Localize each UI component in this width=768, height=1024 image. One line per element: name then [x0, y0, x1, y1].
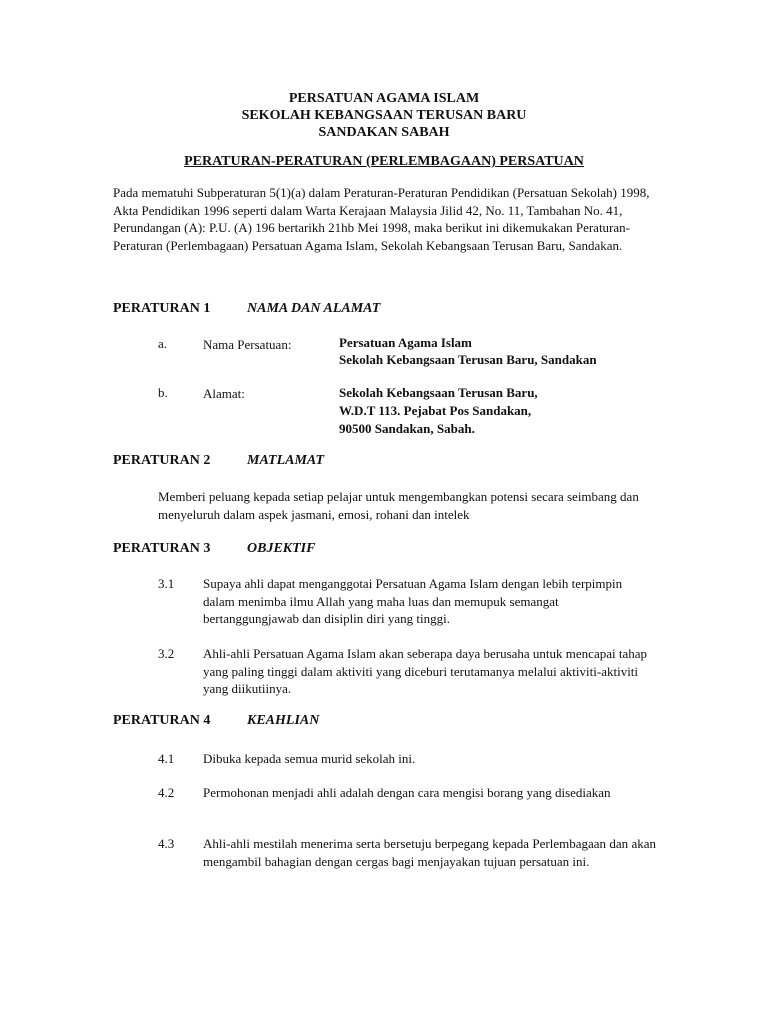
- field-value-line: Persatuan Agama Islam: [339, 335, 472, 350]
- document-title: PERATURAN-PERATURAN (PERLEMBAGAAN) PERSATUAN: [184, 154, 584, 169]
- item-number: 4.2: [158, 785, 175, 800]
- field-value-line: W.D.T 113. Pejabat Pos Sandakan,: [339, 403, 532, 418]
- item-number: 3.2: [158, 646, 175, 661]
- item-text: Supaya ahli dapat menganggotai Persatuan Agama Islam dengan lebih terpimpin dalam menimba ilmu Allah yang maha luas dan memupuk semangat bertanggungjawab dan disiplin diri yang tinggi.: [203, 576, 623, 626]
- item-number: 4.1: [158, 751, 175, 766]
- section-number: PERATURAN 3: [113, 541, 211, 556]
- intro-paragraph: Pada mematuhi Subperaturan 5(1)(a) dalam Peraturan-Peraturan Pendidikan (Persatuan Sekolah) 1998, Akta Pendidikan 1996 seperti dalam Warta Kerajaan Malaysia Jilid 42, No. 11, Tambahan No. 41, Perundangan (A): P.U. (A) 196 bertarikh 21hb Mei 1998, maka berikut ini dikemukakan Peraturan-Peraturan (Perlembagaan) Persatuan Agama Islam, Sekolah Kebangsaan Terusan Baru, Sandakan.: [113, 185, 650, 253]
- field-label-alamat: Alamat:: [203, 386, 245, 401]
- item-text: Permohonan menjadi ahli adalah dengan cara mengisi borang yang disediakan: [203, 785, 611, 800]
- section-name: OBJEKTIF: [247, 541, 316, 556]
- section-number: PERATURAN 2: [113, 453, 211, 468]
- section-number: PERATURAN 1: [113, 301, 211, 316]
- field-key: b.: [158, 385, 168, 400]
- item-text: Ahli-ahli Persatuan Agama Islam akan seberapa daya berusaha untuk mencapai tahap yang paling tinggi dalam aktiviti yang diceburi terutamanya melalui aktiviti-aktiviti yang diikutiinya.: [203, 646, 647, 696]
- section-number: PERATURAN 4: [113, 713, 211, 728]
- field-value-line: Sekolah Kebangsaan Terusan Baru, Sandakan: [339, 352, 597, 367]
- item-number: 4.3: [158, 836, 175, 851]
- section-name: MATLAMAT: [247, 453, 325, 468]
- field-label-nama: Nama Persatuan:: [203, 337, 292, 352]
- section-name: KEAHLIAN: [247, 713, 320, 728]
- item-text: Ahli-ahli mestilah menerima serta bersetuju berpegang kepada Perlembagaan dan akan mengambil bahagian dengan cergas bagi menjayakan tujuan persatuan ini.: [203, 836, 656, 869]
- header-line-1: PERSATUAN AGAMA ISLAM: [288, 91, 480, 106]
- field-value-line: 90500 Sandakan, Sabah.: [339, 421, 475, 436]
- section-heading-4: [113, 713, 319, 729]
- field-key: a.: [158, 336, 168, 351]
- section-text: Memberi peluang kepada setiap pelajar untuk mengembangkan potensi secara seimbang dan menyeluruh dalam aspek jasmani, emosi, rohani dan intelek: [158, 489, 639, 522]
- section-heading-1: [113, 301, 380, 317]
- header-line-2: SEKOLAH KEBANGSAAN TERUSAN BARU: [241, 108, 527, 123]
- section-name: NAMA DAN ALAMAT: [247, 301, 381, 316]
- item-text: Dibuka kepada semua murid sekolah ini.: [203, 751, 416, 766]
- item-number: 3.1: [158, 576, 175, 591]
- header-line-3: SANDAKAN SABAH: [318, 125, 450, 140]
- section-heading-3: [113, 541, 315, 557]
- field-value-line: Sekolah Kebangsaan Terusan Baru,: [339, 385, 538, 400]
- section-heading-2: [113, 453, 324, 469]
